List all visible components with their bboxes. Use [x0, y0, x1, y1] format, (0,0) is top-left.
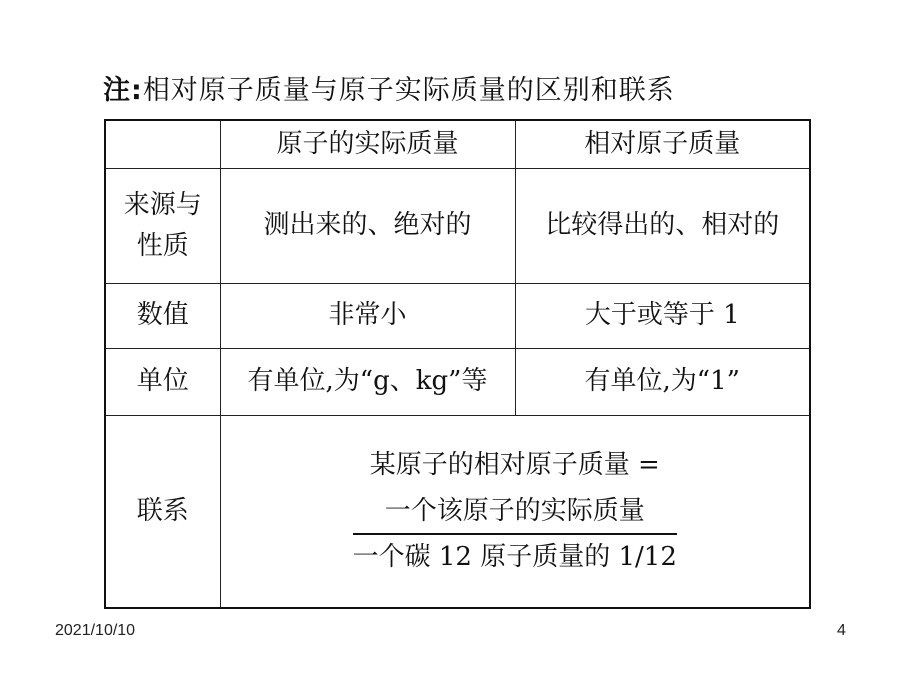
formula-denominator: 一个碳 12 原子质量的 1/12: [352, 542, 677, 573]
table-header-row: [105, 120, 810, 168]
row-label-source: [105, 168, 220, 283]
cell-relation-formula: [220, 415, 810, 608]
row-label-unit: 单位: [105, 348, 220, 415]
table-row: [105, 415, 810, 608]
header-cell-relative-mass: 相对原子质量: [515, 120, 810, 168]
cell-unit-actual: 有单位,为“g、kg”等: [220, 348, 515, 415]
row-label-relation: 联系: [105, 415, 220, 608]
footer-page-number: 4: [837, 622, 846, 639]
row-label-source-line1: 来源与: [123, 190, 202, 221]
formula-left-side: 某原子的相对原子质量 =: [369, 449, 660, 480]
cell-value-relative: 大于或等于 1: [515, 283, 810, 348]
table-row: [105, 283, 810, 348]
footer-date: 2021/10/10: [55, 622, 136, 639]
table-row: [105, 168, 810, 283]
page-heading: [103, 68, 675, 107]
cell-value-actual: 非常小: [220, 283, 515, 348]
heading-text: 相对原子质量与原子实际质量的区别和联系: [142, 75, 675, 106]
cell-source-actual: 测出来的、绝对的: [220, 168, 515, 283]
header-cell-actual-mass: 原子的实际质量: [220, 120, 515, 168]
heading-prefix: 注:: [103, 75, 143, 106]
row-label-source-line2: 性质: [136, 230, 189, 261]
relation-formula: [353, 445, 677, 578]
header-cell-empty: [105, 120, 220, 168]
cell-unit-relative: 有单位,为“1”: [515, 348, 810, 415]
table-row: [105, 348, 810, 415]
comparison-table: [104, 119, 811, 609]
formula-fraction: [353, 491, 677, 578]
row-label-value: 数值: [105, 283, 220, 348]
cell-source-relative: 比较得出的、相对的: [515, 168, 810, 283]
formula-numerator: 一个该原子的实际质量: [353, 491, 677, 535]
